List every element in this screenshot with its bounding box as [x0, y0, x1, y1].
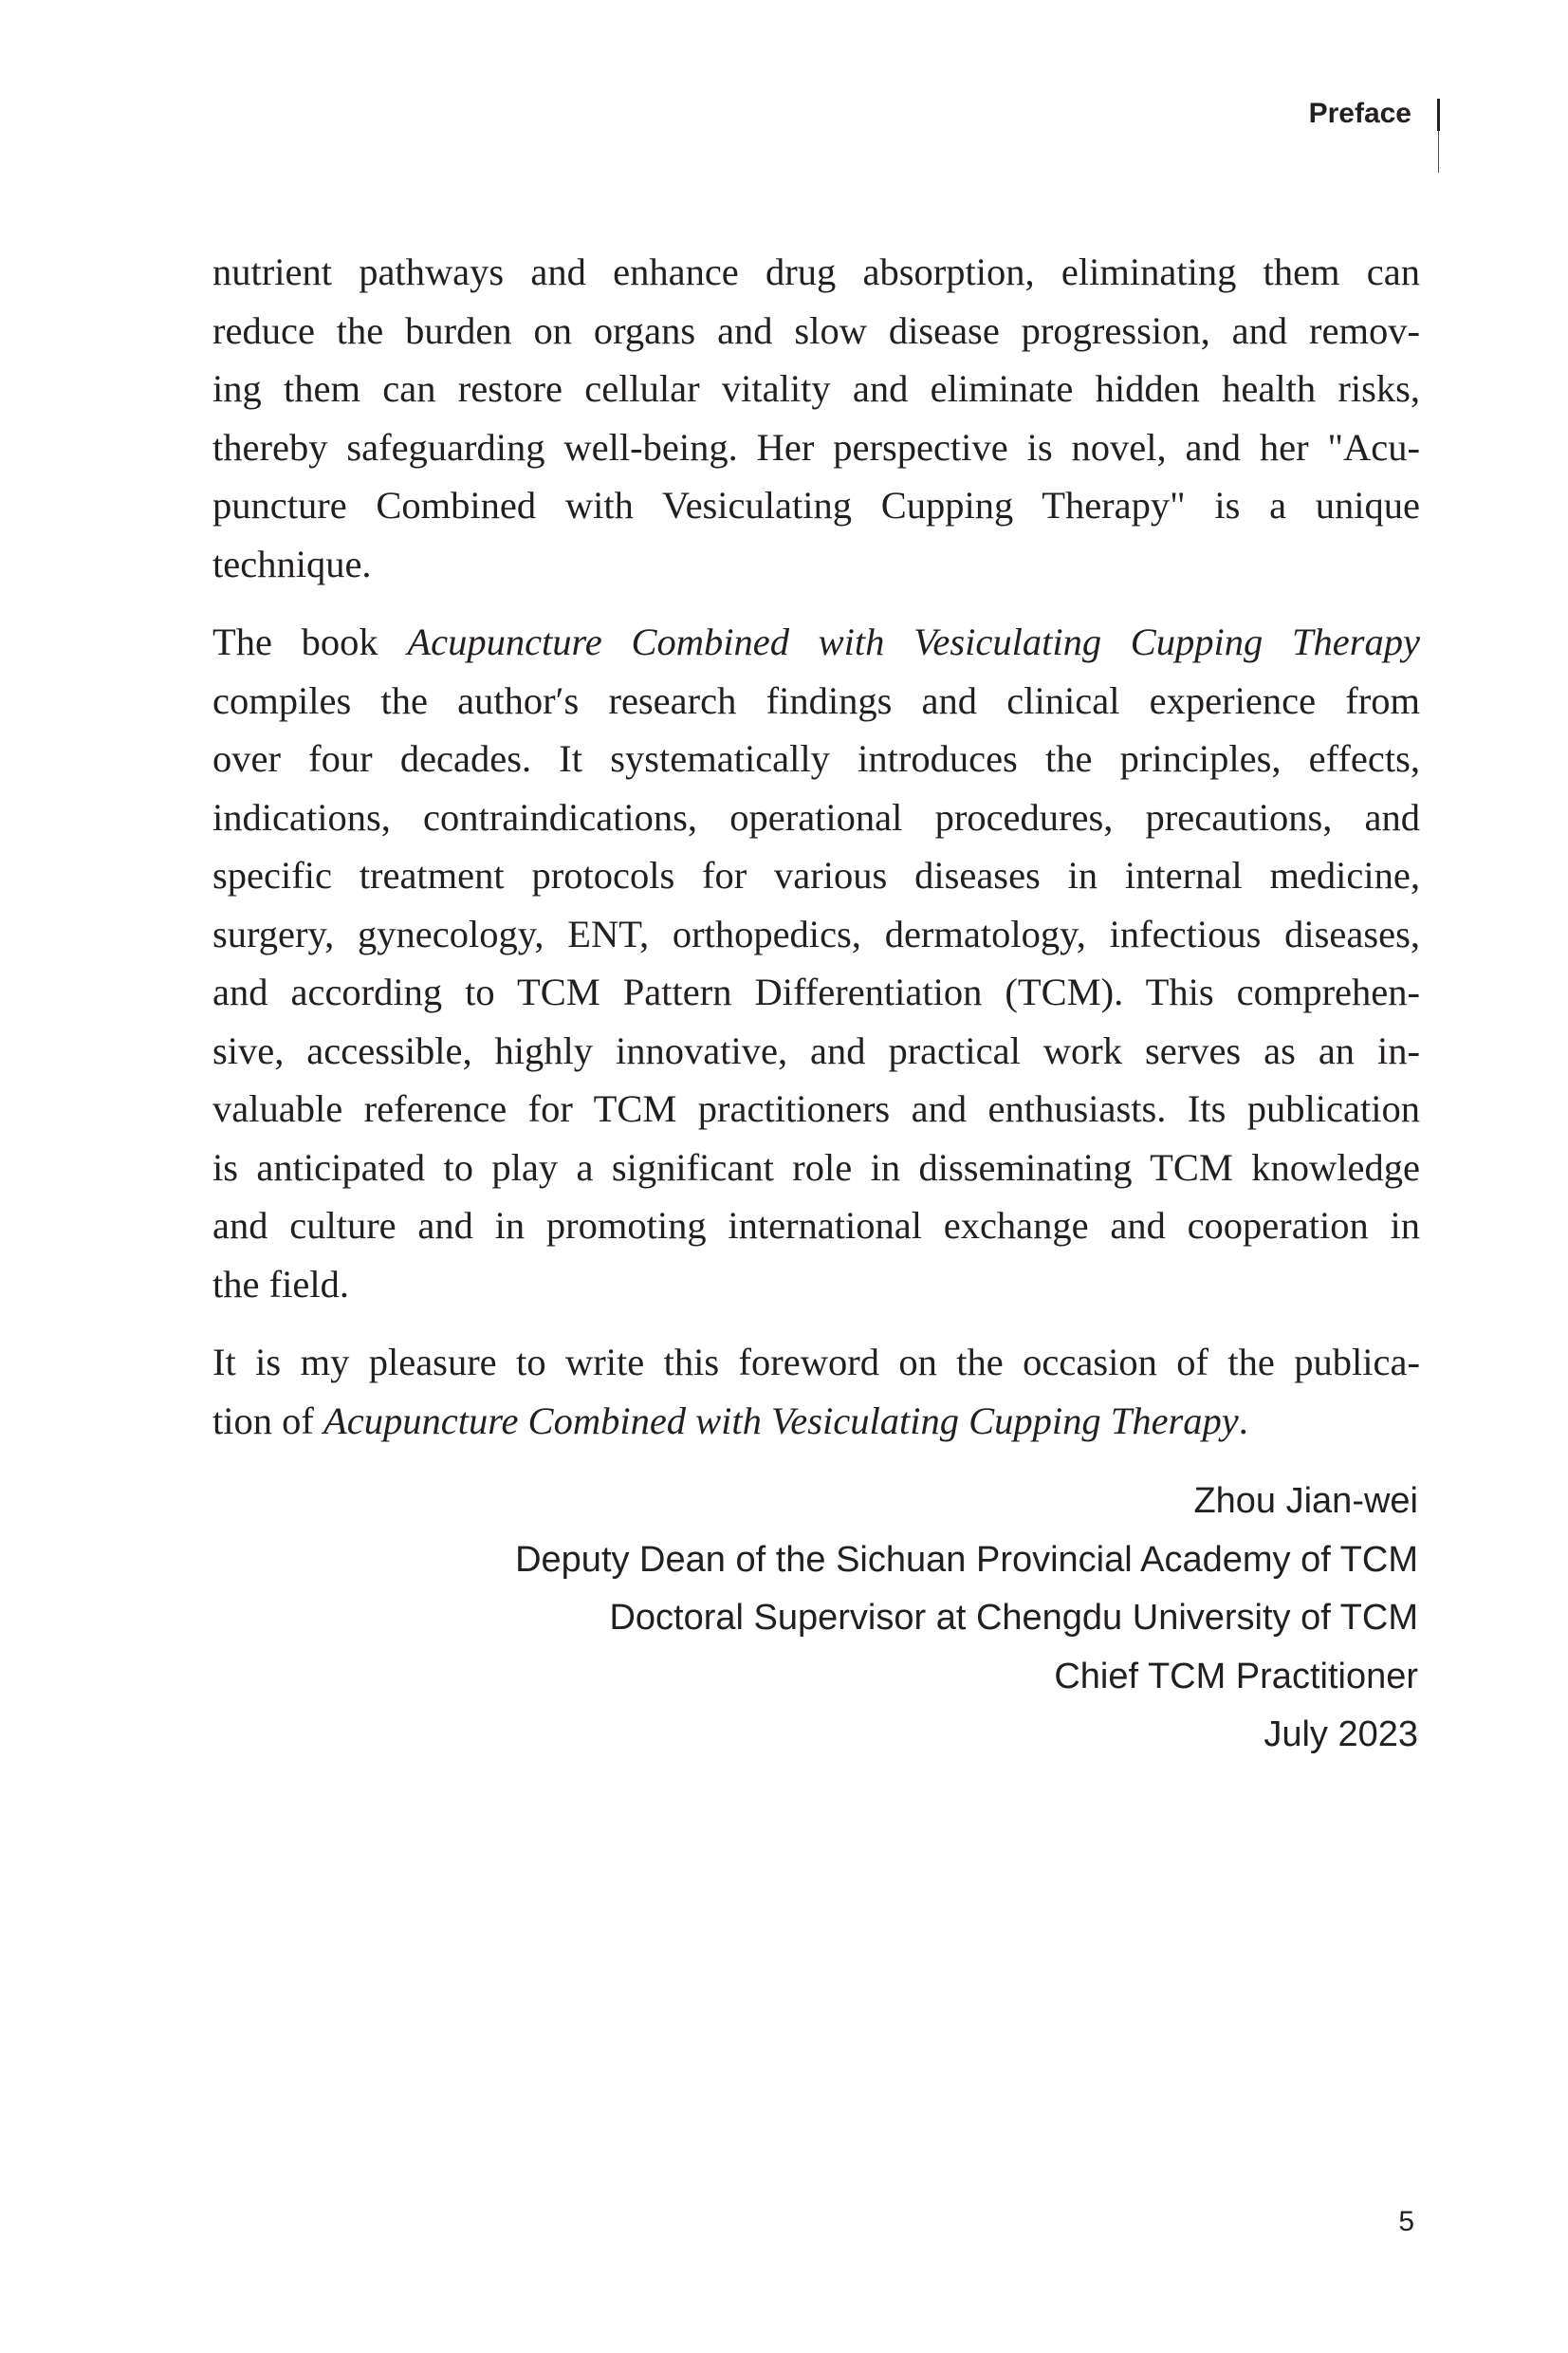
body-paragraph	[212, 613, 1420, 1313]
text-run: the field.	[212, 1262, 349, 1306]
text-line	[212, 846, 1420, 905]
signature-block	[515, 1473, 1418, 1765]
text-run: The book	[212, 621, 408, 663]
header-rule-extension	[1438, 131, 1439, 173]
signature-date: July 2023	[1264, 1714, 1418, 1754]
body-paragraph	[212, 243, 1420, 593]
text-run: thereby safeguarding well-being. Her perspective is novel, and her "Acu-	[212, 425, 1420, 469]
text-line	[212, 1196, 1420, 1255]
book-title-italic: Acupuncture Combined with Vesiculating Cupping Therapy	[407, 621, 1420, 663]
text-run: and culture and in promoting international exchange and cooperation in	[212, 1204, 1420, 1247]
text-line	[212, 730, 1420, 788]
text-line	[212, 1139, 1420, 1197]
page-number: 5	[1398, 2206, 1414, 2237]
signature-title-chief-practitioner: Chief TCM Practitioner	[1054, 1656, 1418, 1696]
text-line	[212, 243, 1420, 302]
text-line	[212, 1022, 1420, 1081]
text-run: indications, contraindications, operational procedures, precautions, and	[212, 795, 1420, 839]
text-line	[212, 1080, 1420, 1139]
text-run: puncture Combined with Vesiculating Cupping Therapy" is a unique	[212, 484, 1420, 527]
text-line	[212, 788, 1420, 847]
text-run: sive, accessible, highly innovative, and practical work serves as an in-	[212, 1028, 1420, 1072]
text-run: over four decades. It systematically introduces the principles, effects,	[212, 737, 1420, 780]
text-line	[212, 535, 1420, 594]
text-run: ing them can restore cellular vitality and eliminate hidden health risks,	[212, 367, 1420, 410]
text-run: valuable reference for TCM practitioners and enthusiasts. Its publication	[212, 1087, 1420, 1130]
text-line	[212, 360, 1420, 418]
text-line	[212, 1392, 1420, 1451]
text-run: tion of	[212, 1399, 323, 1442]
book-title-italic: Acupuncture Combined with Vesiculating Cupping Therapy	[323, 1399, 1239, 1442]
text-line	[212, 905, 1420, 964]
signature-name: Zhou Jian-wei	[1193, 1481, 1418, 1521]
text-run: It is my pleasure to write this foreword on the occasion of the publica-	[212, 1341, 1420, 1383]
text-run: nutrient pathways and enhance drug absorption, eliminating them can	[212, 250, 1420, 293]
signature-title-deputy-dean: Deputy Dean of the Sichuan Provincial Academy of TCM	[515, 1539, 1418, 1580]
text-run: reduce the burden on organs and slow disease progression, and remov-	[212, 308, 1420, 352]
text-line	[212, 302, 1420, 361]
text-run: is anticipated to play a significant role in disseminating TCM knowledge	[212, 1145, 1420, 1189]
text-run: .	[1238, 1399, 1248, 1442]
text-line	[212, 476, 1420, 535]
text-run: specific treatment protocols for various diseases in internal medicine,	[212, 854, 1420, 897]
body-paragraph	[212, 1333, 1420, 1450]
header-rule	[1437, 99, 1440, 131]
running-head-title: Preface	[1308, 98, 1411, 129]
text-line	[212, 418, 1420, 477]
text-line	[212, 1255, 1420, 1314]
body-text	[212, 243, 1420, 1470]
text-line	[212, 672, 1420, 731]
text-run: technique.	[212, 542, 372, 585]
text-run: and according to TCM Pattern Differentiation (TCM). This comprehen-	[212, 971, 1420, 1013]
text-run: surgery, gynecology, ENT, orthopedics, dermatology, infectious diseases,	[212, 912, 1420, 955]
text-run: compiles the author′s research findings and clinical experience from	[212, 678, 1420, 722]
signature-title-doctoral-supervisor: Doctoral Supervisor at Chengdu University of TCM	[609, 1598, 1418, 1638]
text-line	[212, 613, 1420, 672]
text-line	[212, 1333, 1420, 1392]
text-line	[212, 963, 1420, 1022]
